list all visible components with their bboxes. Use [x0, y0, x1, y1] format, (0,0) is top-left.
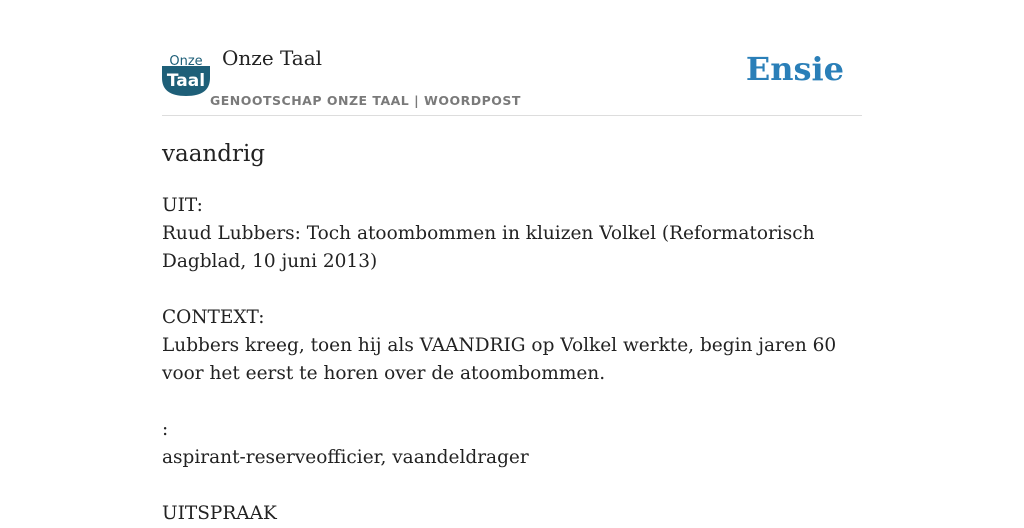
site-name[interactable]: Onze Taal [222, 46, 323, 70]
entry-line-context: Lubbers kreeg, toen hij als VAANDRIG op Volkel werkte, begin jaren 60 voor het eerst te horen over de atoombommen. [162, 335, 837, 384]
entry-blank-line [162, 388, 862, 416]
ensie-brand-logo[interactable]: Ensie [745, 50, 844, 88]
logo-bottom-text: Taal [166, 71, 206, 91]
entry-line-meaning: aspirant-reserveofficier, vaandeldrager [162, 447, 529, 468]
entry-blank-line [162, 472, 862, 500]
site-header [162, 40, 862, 116]
entry-line-source: Ruud Lubbers: Toch atoombommen in kluizen Volkel (Reformatorisch Dagblad, 10 juni 2013) [162, 223, 815, 272]
entry-line-context-label: CONTEXT: [162, 307, 265, 328]
site-subtitle: GENOOTSCHAP ONZE TAAL | WOORDPOST [210, 93, 521, 108]
logo-top-text: Onze [169, 54, 203, 69]
onze-taal-logo[interactable] [162, 52, 210, 96]
entry-line-meaning-label: : [162, 419, 169, 440]
entry-title: vaandrig [162, 141, 266, 167]
entry-line-source-label: UIT: [162, 195, 203, 216]
entry-body [162, 192, 862, 528]
entry-content [162, 138, 862, 528]
entry-blank-line [162, 276, 862, 304]
entry-line-pronunciation-label: UITSPRAAK [162, 503, 277, 524]
